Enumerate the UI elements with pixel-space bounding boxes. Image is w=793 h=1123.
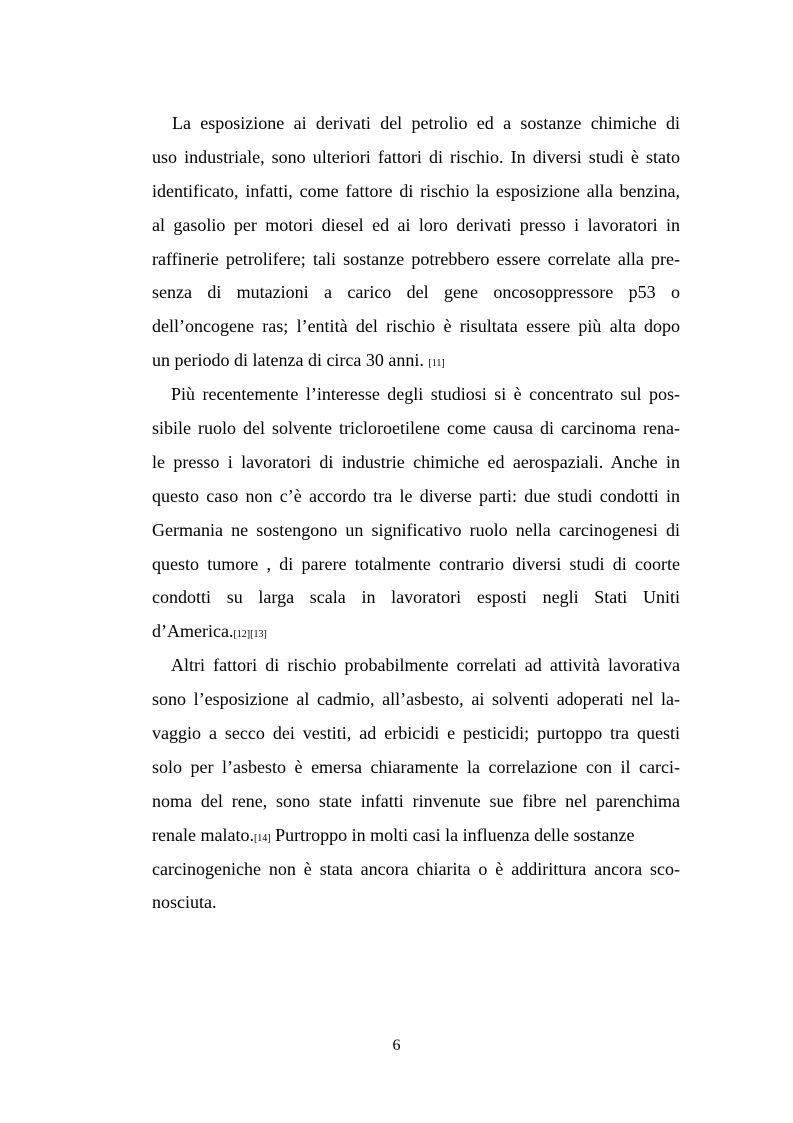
text-line <box>152 344 680 378</box>
line-text: d’America. <box>152 621 234 642</box>
text-line: La esposizione ai derivati del petrolio ed a sostanze chimiche di <box>172 113 680 133</box>
line-text: Purtroppo in molti casi la influenza delle sostanze <box>270 824 635 845</box>
text-line: Germania ne sostengono un significativo ruolo nella carcinogenesi di <box>152 519 680 540</box>
citation-reference: [11] <box>428 358 445 370</box>
text-line: noma del rene, sono state infatti rinvenute sue fibre nel parenchima <box>152 790 680 811</box>
text-line: dell’oncogene ras; l’entità del rischio è risultata essere più alta dopo <box>152 316 680 337</box>
text-line: carcinogeniche non è stata ancora chiarita o è addirittura ancora sco- <box>152 858 680 879</box>
text-line: raffinerie petrolifere; tali sostanze potrebbero essere correlate alla pre- <box>152 248 680 269</box>
text-line: questo caso non c’è accordo tra le diverse parti: due studi condotti in <box>152 485 680 506</box>
text-line: Altri fattori di rischio probabilmente correlati ad attività lavorativa <box>171 655 680 676</box>
text-line: uso industriale, sono ulteriori fattori di rischio. In diversi studi è stato <box>152 146 680 167</box>
body-text <box>152 107 680 920</box>
text-line: le presso i lavoratori di industrie chimiche ed aerospaziali. Anche in <box>152 451 680 472</box>
text-line: vaggio a secco dei vestiti, ad erbicidi e pesticidi; purtoppo tra questi <box>152 723 680 744</box>
text-line <box>152 819 680 853</box>
paragraph-3 <box>152 649 680 920</box>
text-line: Più recentemente l’interesse degli studiosi si è concentrato sul pos- <box>171 384 680 405</box>
paragraph-1 <box>152 107 680 378</box>
text-line: identificato, infatti, come fattore di rischio la esposizione alla benzina, <box>152 180 680 201</box>
page-number: 6 <box>392 1037 401 1054</box>
citation-reference: [14] <box>253 832 271 844</box>
text-line: condotti su larga scala in lavoratori esposti negli Stati Uniti <box>152 587 680 608</box>
text-line: questo tumore , di parere totalmente contrario diversi studi di coorte <box>152 553 680 574</box>
text-line: nosciuta. <box>152 892 217 913</box>
text-line: sibile ruolo del solvente tricloroetilene come causa di carcinoma rena- <box>152 418 680 439</box>
text-line <box>152 615 680 649</box>
text-line: sono l’esposizione al cadmio, all’asbesto, ai solventi adoperati nel la- <box>152 689 680 710</box>
citation-reference: [12][13] <box>233 629 267 641</box>
text-line: senza di mutazioni a carico del gene oncosoppressore p53 o <box>152 282 680 303</box>
text-line: solo per l’asbesto è emersa chiaramente la correlazione con il carci- <box>152 756 680 777</box>
line-text: renale malato. <box>152 824 254 845</box>
paragraph-2 <box>152 378 680 649</box>
text-line: al gasolio per motori diesel ed ai loro derivati presso i lavoratori in <box>152 214 680 235</box>
line-text: un periodo di latenza di circa 30 anni. <box>152 350 429 371</box>
